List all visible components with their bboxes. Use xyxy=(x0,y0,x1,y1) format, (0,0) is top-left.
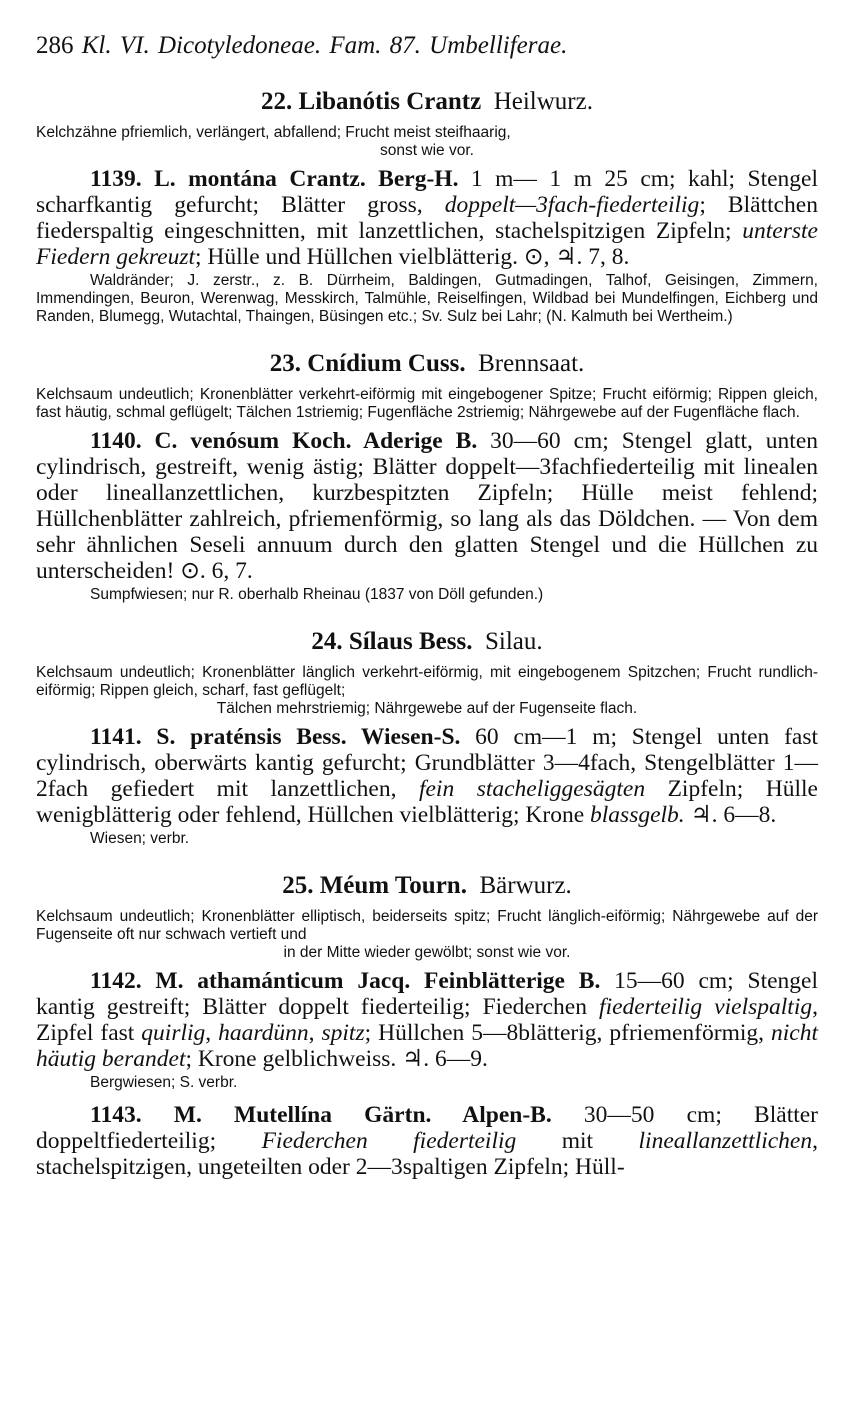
genus-heading xyxy=(36,870,818,902)
species-entry xyxy=(36,1102,818,1180)
genus-name: 22. Libanótis Crantz xyxy=(261,88,482,115)
species-text: 60 cm—1 m; Stengel unten fast cylindrisch, oberwärts kantig gefurcht; Grundblätter 3—4fach, Stengelblätter 1—2fach gefiedert mit lanzettlichen, xyxy=(36,724,819,802)
species-emphasis: quirlig xyxy=(141,1020,206,1046)
genus-common-name: Bärwurz. xyxy=(479,872,572,899)
species-text: , Zipfel fast xyxy=(36,994,818,1046)
species-text: Zipfeln; Hülle wenigblätterig oder fehlend, Hüllchen vielblätterig; Krone xyxy=(36,776,818,828)
genus-description-tail: sonst wie vor. xyxy=(380,142,474,159)
species-text: ; Krone gelblichweiss. ♃. 6—9. xyxy=(185,1046,488,1072)
genus-description xyxy=(36,664,818,718)
genus-description-tail: Tälchen mehrstriemig; Nährgewebe auf der Fugenseite flach. xyxy=(216,700,638,717)
species-number: 1141. xyxy=(90,724,142,750)
genus-description xyxy=(36,908,818,962)
species-text: ; Hüllchen 5—8blätterig, pfriemenförmig, xyxy=(364,1020,771,1046)
species-emphasis: fiederteilig vielspaltig xyxy=(599,994,813,1020)
genus-common-name: Silau. xyxy=(485,628,543,655)
genus-description-text: Kelchsaum undeutlich; Kronenblätter elliptisch, beiderseits spitz; Frucht länglich-eiförmig; Nährgewebe auf der Fugenseite oft nur schwach vertieft und xyxy=(36,908,818,943)
genus-common-name: Heilwurz. xyxy=(493,88,593,115)
species-emphasis: blassgelb. xyxy=(590,802,685,828)
running-header xyxy=(36,28,818,64)
species-emphasis: Fiederchen fiederteilig xyxy=(261,1128,517,1154)
species-emphasis: fein stacheliggesägten xyxy=(418,776,646,802)
species-emphasis: lineallanzettlichen xyxy=(638,1128,813,1154)
species-habitat: Bergwiesen; S. verbr. xyxy=(90,1074,238,1091)
species-name: L. montána Crantz. Berg-H. xyxy=(154,166,459,192)
genus-heading xyxy=(36,86,818,118)
species-entry xyxy=(36,428,818,584)
species-number: 1140. xyxy=(90,428,142,454)
genus-common-name: Brennsaat. xyxy=(478,350,585,377)
species-entry xyxy=(36,968,818,1072)
species-habitat: Waldränder; J. zerstr., z. B. Dürrheim, Baldingen, Gutmadingen, Talhof, Geisingen, Zimmern, Immendingen, Beuron, Werenwag, Messkirch, Talmühle, Reiselfingen, Wildbad bei Mundelfingen, Eichberg und Randen, Blumegg, Wutachtal, Thaingen, Büsingen etc.; Sv. Sulz bei Lahr; (N. Kalmuth bei Wertheim.) xyxy=(36,272,818,325)
genus-name: 24. Sílaus Bess. xyxy=(311,628,473,655)
species-name: M. Mutellína Gärtn. Alpen-B. xyxy=(173,1102,552,1128)
species-entry xyxy=(36,724,818,828)
species-emphasis: nicht häutig berandet xyxy=(36,1020,818,1072)
genus-heading xyxy=(36,626,818,658)
species-text: 30—60 cm; Stengel glatt, unten cylindrisch, gestreift, wenig ästig; Blätter doppelt—3fachfiederteilig mit linealen oder lineallanzettlichen, kurzbespitzten Zipfeln; Hülle meist fehlend; Hüllchenblätter zahlreich, pfriemenförmig, so lang als das Döldchen. — Von dem sehr ähnlichen Seseli annuum durch den glatten Stengel und die Hüllchen zu unterscheiden! ⊙. 6, 7. xyxy=(36,428,819,584)
genus-description-text: Kelchzähne pfriemlich, verlängert, abfallend; Frucht meist steifhaarig, xyxy=(36,124,511,141)
species-text: mit xyxy=(516,1128,639,1154)
species-name: C. venósum Koch. Aderige B. xyxy=(154,428,478,454)
species-text: ♃. 6—8. xyxy=(684,802,777,828)
species-text: 1 m— 1 m 25 cm; kahl; Stengel scharfkantig gefurcht; Blätter gross, xyxy=(36,166,818,218)
species-number: 1143. xyxy=(90,1102,142,1128)
species-text: ; Hülle und Hüllchen vielblätterig. ⊙, ♃. 7, 8. xyxy=(195,244,630,270)
genus-heading xyxy=(36,348,818,380)
genus-description-text: Kelchsaum undeutlich; Kronenblätter länglich verkehrt-eiförmig, mit eingebogenem Spitzchen; Frucht rundlich-eiförmig; Rippen gleich, scharf, fast geflügelt; xyxy=(36,664,818,699)
class-label: Kl. VI. Dicotyledoneae. xyxy=(81,32,322,59)
species-emphasis: haardünn xyxy=(218,1020,309,1046)
family-name: Umbelliferae. xyxy=(429,32,568,59)
genus-description xyxy=(36,124,818,160)
genus-description-text: Kelchsaum undeutlich; Kronenblätter verkehrt-eiförmig mit eingebogener Spitze; Frucht eiförmig; Rippen gleich, fast häutig, schmal geflügelt; Tälchen 1striemig; Fugenfläche 2striemig; Nährgewebe auf der Fugenfläche flach. xyxy=(36,386,818,421)
species-text: 15—60 cm; Stengel kantig gestreift; Blätter doppelt fiederteilig; Fiederchen xyxy=(36,968,819,1020)
genus-description-tail: in der Mitte wieder gewölbt; sonst wie vor. xyxy=(283,944,571,961)
species-text: 30—50 cm; Blätter doppeltfiederteilig; xyxy=(36,1102,819,1154)
species-text: , xyxy=(205,1020,219,1046)
species-name: M. athamánticum Jacq. Feinblätterige B. xyxy=(155,968,601,994)
species-number: 1139. xyxy=(90,166,142,192)
genus-description xyxy=(36,386,818,422)
species-habitat: Wiesen; verbr. xyxy=(90,830,190,847)
genus-name: 25. Méum Tourn. xyxy=(282,872,467,899)
species-number: 1142. xyxy=(90,968,142,994)
page-number: 286 xyxy=(36,32,74,59)
genus-name: 23. Cnídium Cuss. xyxy=(269,350,466,377)
species-name: S. praténsis Bess. Wiesen-S. xyxy=(156,724,461,750)
species-emphasis: unterste Fiedern gekreuzt xyxy=(36,218,818,270)
species-emphasis: spitz xyxy=(321,1020,365,1046)
species-habitat: Sumpfwiesen; nur R. oberhalb Rheinau (1837 von Döll gefunden.) xyxy=(90,586,544,603)
species-text: , stachelspitzigen, ungeteilten oder 2—3spaltigen Zipfeln; Hüll- xyxy=(36,1128,818,1180)
species-emphasis: doppelt—3fach-fiederteilig xyxy=(444,192,700,218)
species-entry xyxy=(36,166,818,270)
species-text: , xyxy=(308,1020,322,1046)
book-page xyxy=(36,28,818,1182)
species-text: ; Blättchen fiederspaltig eingeschnitten, mit lanzettlichen, stachelspitzigen Zipfeln; xyxy=(36,192,818,244)
family-label: Fam. 87. xyxy=(329,32,421,59)
